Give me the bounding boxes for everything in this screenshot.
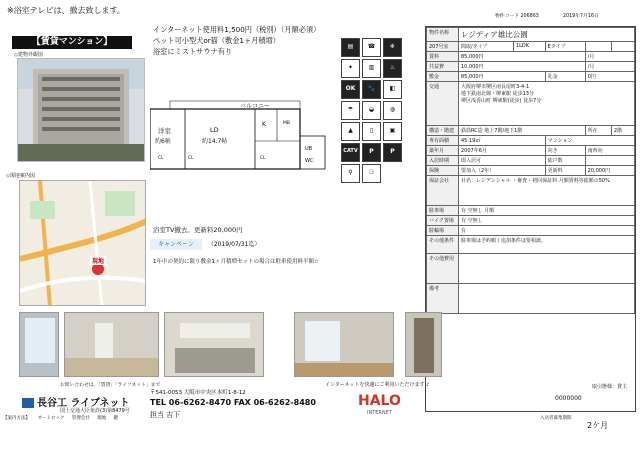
ok-pet-icon: OK <box>341 80 360 99</box>
company-staff: 担当 吉下 <box>150 411 181 419</box>
notice-top: ※浴室テレビは、撤去致します。 <box>7 6 125 15</box>
label-bicycle: 駐輪場 <box>427 226 459 236</box>
label-floor: 所在 <box>585 126 611 136</box>
feature-line: ペット可小型犬or猫（敷金1ヶ月積増） <box>153 36 280 45</box>
detail-table <box>426 27 635 314</box>
heater-icon: ♨ <box>383 59 402 78</box>
bike: 有 空無し <box>459 216 635 226</box>
campaign-label: キャンペーン <box>150 239 202 250</box>
movein: 即入居可 <box>459 156 546 166</box>
rent-value: 85,000円 <box>459 52 586 62</box>
guarantor: 社名：レジデンシャル ・審査・初回保証料 月額賃料等総額の50% <box>459 176 635 206</box>
guide-site: 現地 <box>97 416 107 421</box>
exterior-label: ◇建物外観図 <box>14 52 43 58</box>
halo-logo: HALO <box>358 393 401 409</box>
label-area: 専有面積 <box>427 136 459 146</box>
map-spot-label: 現地 <box>92 258 105 265</box>
insurance: 要加入（2年） <box>459 166 546 176</box>
property-date: 2019年7月16日 <box>563 14 599 19</box>
floorplan-cl1-label: CL <box>158 156 164 161</box>
floorplan-room1-size: 約6帖 <box>155 138 171 145</box>
deposit-value: 85,000円 <box>459 72 546 82</box>
floorplan-room1-label: 洋室 <box>158 127 171 135</box>
label-remarks: 備考 <box>427 284 459 314</box>
label-layout-type: 間取/タイプ <box>459 42 514 52</box>
floorplan-balcony-label: バルコニー <box>240 103 271 110</box>
light-icon: ✦ <box>341 59 360 78</box>
feature-line: インターネット使用料1,500円（税別）（月額必須） <box>153 25 321 34</box>
photo-bedroom <box>294 312 394 377</box>
amenity-icon-grid <box>341 38 405 185</box>
company-phone: TEL 06-6262-8470 FAX 06-6262-8480 <box>150 398 316 407</box>
area: 45.19㎡ <box>459 136 546 146</box>
company-logo-icon <box>22 398 34 408</box>
tv-icon: ▤ <box>341 38 360 57</box>
contract-label: 入居者募集期間 <box>540 416 572 421</box>
label-common-fee: 共益費 <box>427 62 459 72</box>
floorplan-cl3-label: CL <box>260 156 266 161</box>
footer-guide-table <box>3 415 253 421</box>
renewal: 20,000円 <box>585 166 634 176</box>
car-icon: P <box>383 143 402 162</box>
bicycle: 有 <box>459 226 635 236</box>
room-number: 207号室 <box>427 42 459 52</box>
label-movein: 入居時期 <box>427 156 459 166</box>
parking: 有 空無し 月額 <box>459 206 635 216</box>
key-features <box>153 24 320 57</box>
floor: 2階 <box>611 126 634 136</box>
label-renewal: 更新料 <box>545 166 585 176</box>
washroom-icon: ◧ <box>383 80 402 99</box>
common-fee-value: 10,000円 <box>459 62 586 72</box>
pet-icon: 🐾 <box>362 80 381 99</box>
label-transit: 交通 <box>427 82 459 126</box>
halo-logo-sub: INTERNET <box>367 410 392 416</box>
guide-key: 鍵 <box>113 416 119 421</box>
company-address: 〒541-0053 大阪市中央区本町1-8-12 <box>150 390 246 396</box>
label-rent: 賃料 <box>427 52 459 62</box>
label-bike: バイク置場 <box>427 216 459 226</box>
reference-code: 0000000 <box>555 395 582 402</box>
photo-living-room <box>64 312 159 377</box>
transit-line: 堺区浅香山町 堺東駅(徒歩) 徒歩7分 <box>461 98 542 104</box>
floorplan <box>150 96 340 178</box>
label-built: 築年月 <box>427 146 459 156</box>
label-insurance: 保険 <box>427 166 459 176</box>
campaign-period: （2019/07/31迄） <box>207 241 261 248</box>
bath-icon: ◒ <box>362 101 381 120</box>
bike-icon: ⚲ <box>341 164 360 183</box>
building-type: マンション <box>545 136 634 146</box>
bicycle-icon: ⚆ <box>362 164 381 183</box>
type: Eタイプ <box>545 42 585 52</box>
photo-kitchen <box>164 312 264 377</box>
elevator-icon: ▲ <box>341 122 360 141</box>
label-parking: 駐車場 <box>427 206 459 216</box>
common-fee-unit: /月 <box>585 62 634 72</box>
company-license: 国土交通大臣免許(3)第8479号 <box>60 408 130 414</box>
catv-icon: CATV <box>341 143 360 162</box>
floorplan-k-label: K <box>262 121 266 128</box>
guide-autolock: オートロック <box>37 416 65 421</box>
label-building-name: 物件名称 <box>427 28 459 42</box>
floorplan-mb-label: MB <box>283 121 290 126</box>
map-label: ◇現地案内図 <box>6 173 35 179</box>
campaign-bar <box>150 239 350 250</box>
conditions: 駐車場は予約順 / 追加条件は要相談。 <box>459 236 635 254</box>
footer-note: お問い合わせは、「賃貸」「ライフネット」まで <box>60 383 161 388</box>
campaign-note: 1年中の契約に限り敷金1ヶ月積増セットの場合は駐車使用料半額☆ <box>153 259 319 265</box>
shower-icon: ☂ <box>341 101 360 120</box>
kitchen-icon: ▥ <box>362 59 381 78</box>
photo-entrance <box>405 312 442 377</box>
contract-period: 2ケ月 <box>587 421 609 430</box>
transit-line: 地下鉄南北線・堺東駅 徒歩13分 <box>461 91 534 97</box>
transaction-type: 取引態様：貸主 <box>592 384 628 390</box>
label-structure: 構造・階建 <box>427 126 459 136</box>
label-direction: 向き <box>545 146 585 156</box>
structure: 鉄筋RC造 地上7階/地下1階 <box>459 126 586 136</box>
label-guarantor: 保証会社 <box>427 176 459 206</box>
toilet-icon: ◍ <box>383 101 402 120</box>
guide-management: 管理会社 <box>71 416 90 421</box>
key-money-value: 0円 <box>585 72 634 82</box>
guide-method: 【案内方法】 <box>3 416 30 421</box>
floorplan-room2-size: 約14.7帖 <box>202 138 228 145</box>
label-key-money: 礼金 <box>545 72 585 82</box>
property-code: 物件コード 206863 <box>495 14 539 19</box>
map <box>19 180 146 306</box>
label-deposit: 敷金 <box>427 72 459 82</box>
parking-icon: P <box>362 143 381 162</box>
layout: 1LDK <box>513 42 545 52</box>
photo-balcony <box>19 312 59 377</box>
door-icon: ▯ <box>362 122 381 141</box>
ac-icon: ❄ <box>383 38 402 57</box>
rental-badge: 【賃貸マンション】 <box>12 36 132 49</box>
building-photo <box>17 58 145 162</box>
units <box>585 156 634 166</box>
direction: 南西向 <box>585 146 634 156</box>
building-name: レジディア雄比公園 <box>459 28 635 42</box>
built: 2007年6月 <box>459 146 546 156</box>
label-notes: その他費用 <box>427 254 459 284</box>
internet-note: インターネットを快適にご利用いただけます ♪ <box>325 382 430 388</box>
company-name: 長谷工 ライブネット <box>22 394 129 409</box>
feature-line: 浴室にミストサウナ有り <box>153 47 233 56</box>
phone-icon: ☎ <box>362 38 381 57</box>
rent-unit: /月 <box>585 52 634 62</box>
notice-tv: 浴室TV撤去。更新料20,000円 <box>153 226 243 234</box>
floorplan-wc-label: WC <box>305 158 314 164</box>
label-units: 総戸数 <box>545 156 585 166</box>
property-detail-panel <box>425 26 636 412</box>
floorplan-cl2-label: CL <box>188 156 194 161</box>
intercom-icon: ▣ <box>383 122 402 141</box>
floorplan-room2-label: LD <box>210 126 219 134</box>
floorplan-ub-label: UB <box>305 146 313 152</box>
label-conditions: その他条件 <box>427 236 459 254</box>
transit-line: 大阪府堺市堺区南長尾町3-4-1 <box>461 84 530 90</box>
